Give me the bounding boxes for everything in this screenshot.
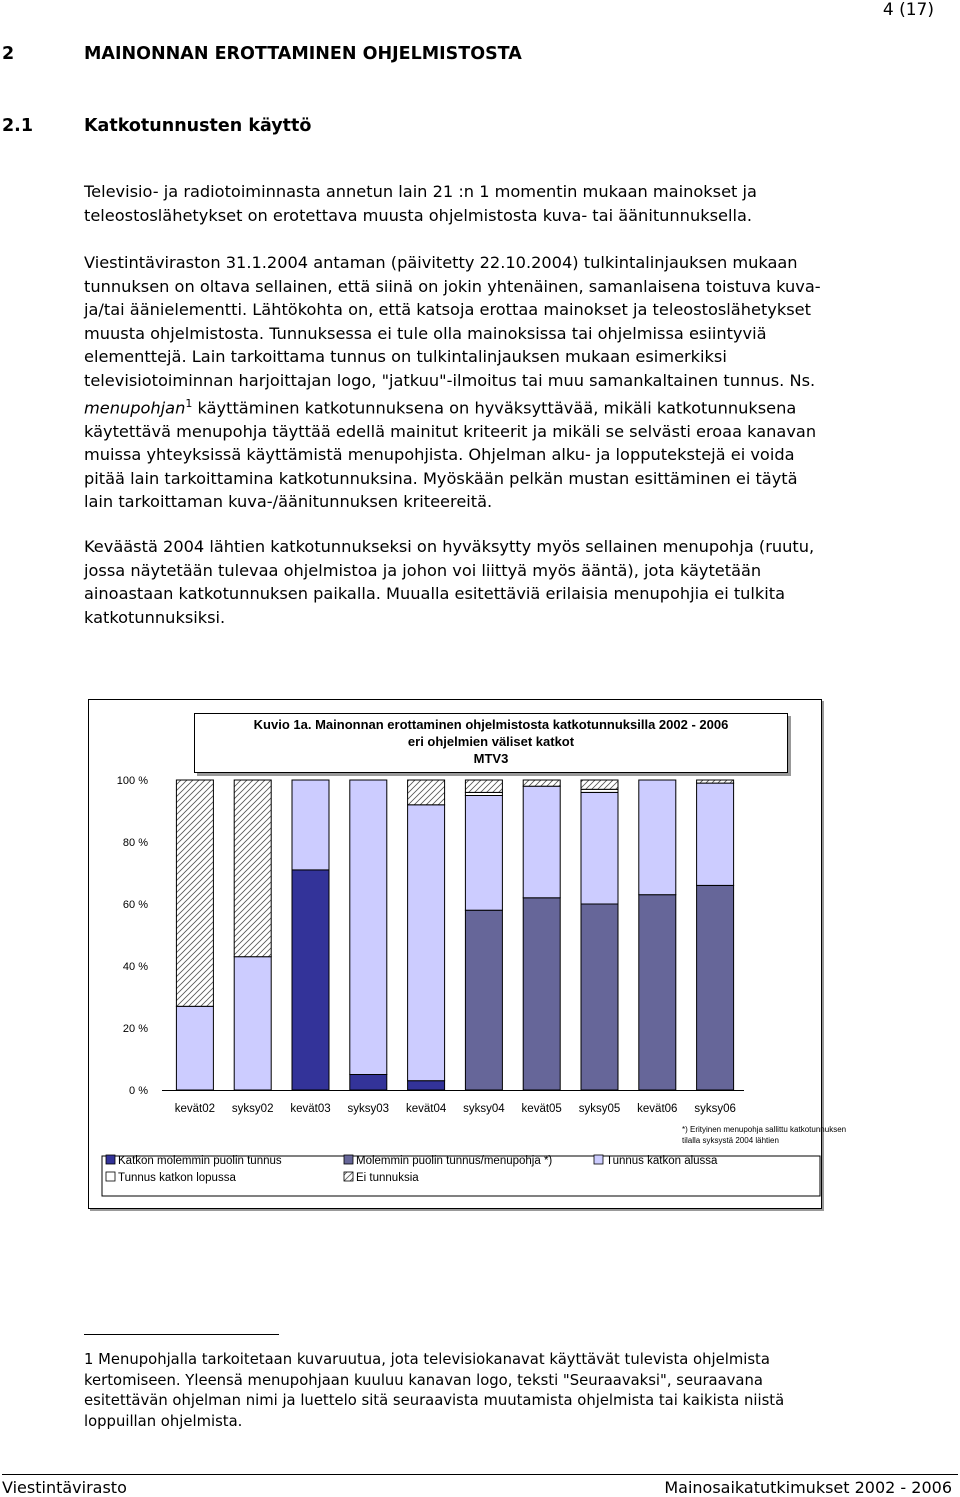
y-tick-label: 60 % <box>122 899 148 911</box>
plot-area <box>117 775 846 1145</box>
bar-segment <box>465 780 502 792</box>
bar-segment <box>697 885 734 1090</box>
x-tick-label: kevät06 <box>637 1103 678 1115</box>
footnote-line: esitettävän ohjelman nimi ja luettelo sitä seuraavista muutamista ohjelmista tai kaikista niistä <box>84 1392 785 1409</box>
bar-segment <box>581 792 618 904</box>
x-tick-label: syksy03 <box>347 1103 390 1115</box>
bar-segment <box>292 780 329 870</box>
bar-segment <box>176 1006 213 1090</box>
x-tick-label: kevät04 <box>405 1103 447 1115</box>
subsection-title: Katkotunnusten käyttö <box>84 116 312 136</box>
footer-organization: Viestintävirasto <box>2 1478 127 1497</box>
legend-swatch <box>344 1155 353 1164</box>
text-line: muissa yhteyksissä käyttämistä menupohjista. Ohjelman alku- ja lopputekstejä ei voida <box>84 445 795 465</box>
bar-segment <box>581 780 618 789</box>
paragraph-spring2004 <box>84 535 960 629</box>
y-tick-label: 40 % <box>122 961 148 973</box>
chart-legend <box>102 1155 820 1196</box>
subsection-heading <box>2 116 311 136</box>
footer-separator <box>2 1474 958 1475</box>
legend-label: Molemmin puolin tunnus/menupohja *) <box>356 1155 553 1167</box>
bar-segment <box>639 895 676 1090</box>
chart-note-line: *) Erityinen menupohja sallittu katkotunnuksen <box>682 1125 847 1134</box>
x-tick-label: syksy05 <box>578 1103 621 1115</box>
bar-segment <box>639 780 676 895</box>
x-tick-label: kevät05 <box>521 1103 562 1115</box>
legend-swatch <box>344 1172 353 1181</box>
text-line: pitää lain tarkoittamina katkotunnuksina. Myöskään pelkän mustan esittäminen ei täytä <box>84 468 798 488</box>
text-line: jossa näytetään tulevaa ohjelmistoa ja johon voi liittyä myös ääntä), jota käytetään <box>84 560 762 580</box>
section-number: 2 <box>2 44 15 64</box>
bar-segment <box>697 783 734 885</box>
bar-segment <box>523 786 560 898</box>
bar-segment <box>408 1081 445 1090</box>
chart-channel: MTV3 <box>473 751 509 766</box>
bar-segment <box>697 780 734 783</box>
bar-segment <box>350 780 387 1075</box>
footnote-line: kertomiseen. Yleensä menupohjaan kuuluu kanavan logo, teksti "Seuraavaksi", seuraavana <box>84 1371 763 1389</box>
legend-label: Ei tunnuksia <box>356 1172 419 1184</box>
text-line: elementtejä. Lain tarkoittama tunnus on tulkintalinjauksen mukaan esimerkiksi <box>84 347 727 366</box>
bar-segment <box>581 904 618 1090</box>
x-tick-label: syksy06 <box>694 1103 736 1115</box>
bar-segment <box>465 796 502 911</box>
bar-segment <box>234 780 271 957</box>
bar-segment <box>408 780 445 805</box>
figure-number: Kuvio 1a. <box>253 717 312 732</box>
legend-swatch <box>594 1155 603 1164</box>
paragraph-law <box>84 180 960 227</box>
text-run: käyttäminen katkotunnuksena on hyväksyttävää, mikäli katkotunnuksena <box>192 398 797 418</box>
text-line: muusta ohjelmistosta. Tunnuksessa ei tule olla mainoksissa tai ohjelmissa esiintyviä <box>84 323 767 343</box>
text-line: ainoastaan katkotunnuksen paikalla. Muualla esitettäviä erilaisia menupohjia ei tulkita <box>84 584 786 603</box>
text-line: lain tarkoittaman kuva-/äänitunnuksen kriteereitä. <box>84 492 493 512</box>
text-line: teleostoslähetykset on erotettava muusta ohjelmistosta kuva- tai äänitunnuksella. <box>84 205 753 225</box>
italic-term: menupohjan <box>84 398 186 418</box>
bar-segment <box>292 870 329 1090</box>
y-tick-label: 80 % <box>122 837 148 849</box>
text-line: käytettävä menupohja täyttää edellä mainitut kriteerit ja mikäli se selvästi eroaa kanavan <box>84 421 817 441</box>
legend-label: Tunnus katkon lopussa <box>118 1172 236 1184</box>
footnote <box>84 1350 944 1432</box>
bar-segment <box>408 805 445 1081</box>
bar-segment <box>176 780 213 1006</box>
section-title: MAINONNAN EROTTAMINEN OHJELMISTOSTA <box>84 44 522 64</box>
text-line: ja/tai äänielementti. Lähtökohta on, että katsoja erottaa mainokset ja teleostoslähetykset <box>84 300 811 319</box>
text-line: Keväästä 2004 lähtien katkotunnukseksi on hyväksytty myös sellainen menupohja (ruutu, <box>84 537 815 556</box>
x-tick-label: syksy02 <box>231 1103 274 1115</box>
paragraph-interpretation <box>84 251 960 514</box>
chart-title-line <box>195 716 787 733</box>
footnote-line: 1 Menupohjalla tarkoitetaan kuvaruutua, jota televisiokanavat käyttävät tulevista ohjelmista <box>84 1351 770 1368</box>
bar-segment <box>523 780 560 786</box>
text-line: tunnuksen on oltava sellainen, että siinä on jokin yhtenäinen, samanlaisena toistuva kuva- <box>84 276 821 296</box>
y-tick-label: 20 % <box>122 1023 148 1035</box>
text-line: katkotunnuksiksi. <box>84 607 226 627</box>
chart-note-line: tilalla syksystä 2004 lähtien <box>682 1136 779 1145</box>
subsection-number: 2.1 <box>2 116 34 136</box>
stacked-bar-chart <box>88 699 847 1207</box>
legend-label: Tunnus katkon alussa <box>606 1155 718 1167</box>
x-tick-label: syksy04 <box>463 1103 505 1115</box>
legend-swatch <box>106 1155 115 1164</box>
bar-segment <box>234 957 271 1090</box>
chart-subtitle: eri ohjelmien väliset katkot <box>407 734 575 749</box>
text-line: televisiotoiminnan harjoittajan logo, "jatkuu"-ilmoitus tai muu samankaltainen tunnus. Ns. <box>84 370 816 390</box>
footnote-ref: 1 <box>185 397 193 410</box>
bar-segment <box>523 898 560 1090</box>
chart-title-main: Mainonnan erottaminen ohjelmistosta katkotunnuksilla 2002 - 2006 <box>315 717 729 732</box>
page-number: 4 (17) <box>882 0 934 20</box>
footer-publication: Mainosaikatutkimukset 2002 - 2006 <box>664 1478 952 1497</box>
section-heading <box>2 44 522 64</box>
text-line: Viestintäviraston 31.1.2004 antaman (päivitetty 22.10.2004) tulkintalinjauksen mukaan <box>84 253 798 272</box>
x-tick-label: kevät03 <box>290 1103 331 1115</box>
chart-title <box>194 713 788 773</box>
legend-swatch <box>106 1172 115 1181</box>
text-line <box>84 392 960 420</box>
bar-segment <box>350 1075 387 1091</box>
y-tick-label: 100 % <box>116 775 148 787</box>
y-tick-label: 0 % <box>129 1085 148 1097</box>
legend-label: Katkon molemmin puolin tunnus <box>118 1155 282 1167</box>
footnote-separator <box>84 1334 279 1335</box>
bar-segment <box>465 910 502 1090</box>
text-line: Televisio- ja radiotoiminnasta annetun lain 21 :n 1 momentin mukaan mainokset ja <box>84 182 757 201</box>
footnote-line: loppuillan ohjelmista. <box>84 1412 243 1430</box>
x-tick-label: kevät02 <box>174 1103 216 1115</box>
